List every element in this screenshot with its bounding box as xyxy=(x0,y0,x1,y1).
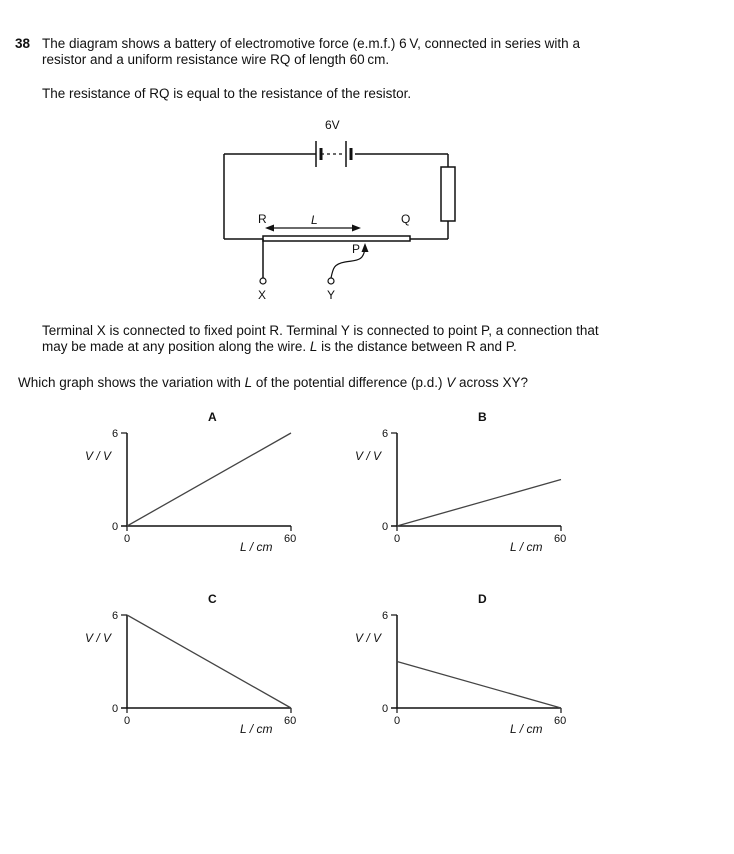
label-q: Q xyxy=(401,212,411,226)
label-l: L xyxy=(311,213,318,227)
x-axis-label: L / cm xyxy=(510,722,543,736)
prompt-text-b: of the potential difference (p.d.) xyxy=(252,375,447,390)
y-axis-label: V / V xyxy=(355,449,382,463)
option-c-graph[interactable] xyxy=(75,587,325,757)
x-tick-label-end: 60 xyxy=(284,533,297,545)
y-tick-label-top: 6 xyxy=(112,610,119,622)
option-b-data-line xyxy=(397,480,561,527)
question-number: 38 xyxy=(15,36,31,51)
resistor-symbol xyxy=(441,167,455,221)
y-tick-label-zero: 0 xyxy=(112,521,119,533)
option-a-letter: A xyxy=(208,410,217,424)
x-tick-label-end: 60 xyxy=(554,533,567,545)
y-tick-label-top: 6 xyxy=(382,610,389,622)
x-tick-label-zero: 0 xyxy=(394,715,401,727)
battery-symbol xyxy=(316,141,351,167)
prompt-symbol-l: L xyxy=(244,375,253,390)
y-tick-label-top: 6 xyxy=(382,428,389,440)
x-axis-label: L / cm xyxy=(510,540,543,554)
x-tick-label-zero: 0 xyxy=(124,533,131,545)
x-axis-label: L / cm xyxy=(240,722,273,736)
option-d-letter: D xyxy=(478,592,487,606)
question-text-line-1: The diagram shows a battery of electromotive force (e.m.f.) 6 V, connected in series with a xyxy=(42,36,580,51)
y-tick-label-zero: 0 xyxy=(382,703,389,715)
y-axis-label: V / V xyxy=(85,449,112,463)
question-prompt xyxy=(18,375,528,391)
y-tick-label-zero: 0 xyxy=(382,521,389,533)
prompt-text-a: Which graph shows the variation with xyxy=(18,375,245,390)
terminal-y-symbol xyxy=(328,278,334,284)
x-axis-label: L / cm xyxy=(240,540,273,554)
option-c-letter: C xyxy=(208,592,217,606)
y-axis-label: V / V xyxy=(85,631,112,645)
option-b-letter: B xyxy=(478,410,487,424)
y-tick-label-top: 6 xyxy=(112,428,119,440)
label-y: Y xyxy=(327,288,336,302)
prompt-text-c: across XY? xyxy=(455,375,529,390)
x-tick-label-zero: 0 xyxy=(394,533,401,545)
y-axis-label: V / V xyxy=(355,631,382,645)
x-tick-label-end: 60 xyxy=(554,715,567,727)
prompt-symbol-v: V xyxy=(446,375,456,390)
option-d-graph[interactable] xyxy=(345,587,595,757)
option-c-data-line xyxy=(127,615,291,708)
label-p: P xyxy=(352,242,361,256)
resistance-wire xyxy=(263,236,410,241)
paragraph-2-symbol-l: L xyxy=(309,339,318,354)
label-r: R xyxy=(258,212,267,226)
option-d-data-line xyxy=(397,662,561,709)
option-a-data-line xyxy=(127,433,291,526)
x-tick-label-zero: 0 xyxy=(124,715,131,727)
paragraph-2-text-b: is the distance between R and P. xyxy=(317,339,517,354)
label-x: X xyxy=(258,288,267,302)
y-tick-label-zero: 0 xyxy=(112,703,119,715)
probe-arrowhead xyxy=(362,243,369,252)
option-a-graph[interactable] xyxy=(75,405,325,575)
x-tick-label-end: 60 xyxy=(284,715,297,727)
question-text-line-3: The resistance of RQ is equal to the resistance of the resistor. xyxy=(42,86,412,101)
option-b-graph[interactable] xyxy=(345,405,595,575)
paragraph-2-text-a: may be made at any position along the wire. xyxy=(42,339,310,354)
question-text-line-2: resistor and a uniform resistance wire RQ of length 60 cm. xyxy=(42,52,390,67)
emf-label: 6V xyxy=(325,118,340,132)
paragraph-2-line-2 xyxy=(42,339,517,355)
terminal-x-symbol xyxy=(260,278,266,284)
circuit-diagram xyxy=(0,0,734,320)
paragraph-2-line-1: Terminal X is connected to fixed point R. Terminal Y is connected to point P, a connection that xyxy=(42,323,599,338)
